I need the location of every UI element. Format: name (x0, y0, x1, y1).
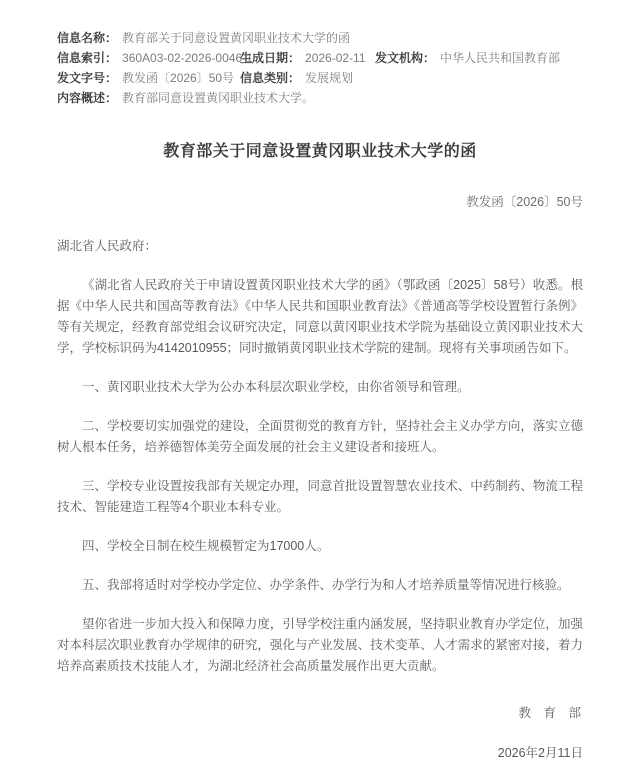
document-title: 教育部关于同意设置黄冈职业技术大学的函 (163, 143, 477, 160)
meta-row-info-name (57, 28, 583, 48)
info-index-label: 信息索引： (57, 51, 118, 65)
info-index-pair (57, 48, 253, 68)
issuing-org-label: 发文机构： (375, 51, 436, 65)
doc-no-pair (57, 68, 240, 88)
info-name-value: 教育部关于同意设置黄冈职业技术大学的函 (122, 31, 351, 45)
doc-no-label: 发文字号： (57, 71, 118, 85)
paragraph-intro: 《湖北省人民政府关于申请设置黄冈职业技术大学的函》（鄂政函〔2025〕58号）收悉。根据《中华人民共和国高等教育法》《中华人民共和国职业教育法》《普通高等学校设置暂行条例》等有关规定，经教育部党组会议研究决定，同意以黄冈职业技术学院为基础设立黄冈职业技术大学，学校标识码为4142010955；同时撤销黄冈职业技术学院的建制。现将有关事项函告如下。 (57, 278, 583, 355)
gen-date-pair (240, 48, 375, 68)
meta-row-docno-category (57, 68, 583, 88)
gen-date-label: 生成日期： (240, 51, 301, 65)
signature: 教 育 部 (518, 706, 581, 720)
paragraph-item-2: 二、学校要切实加强党的建设，全面贯彻党的教育方针，坚持社会主义办学方向，落实立德树人根本任务，培养德智体美劳全面发展的社会主义建设者和接班人。 (57, 419, 583, 454)
issuing-org-value: 中华人民共和国教育部 (440, 51, 561, 65)
info-name-label: 信息名称： (57, 31, 118, 45)
meta-row-index-date-org (57, 48, 583, 68)
doc-no-value: 教发函〔2026〕50号 (122, 71, 235, 85)
paragraph-closing: 望你省进一步加大投入和保障力度，引导学校注重内涵发展，坚持职业教育办学定位，加强对本科层次职业教育办学规律的研究，强化与产业发展、技术变革、人才需求的紧密对接，着力培养高素质技术技能人才，为湖北经济社会高质量发展作出更大贡献。 (57, 617, 583, 673)
info-index-value: 360A03-02-2026-0046-1 (122, 51, 253, 65)
issuing-org-pair (375, 48, 560, 68)
category-pair (240, 68, 353, 88)
summary-pair (57, 88, 314, 108)
salutation: 湖北省人民政府： (57, 239, 158, 253)
paragraph-item-3: 三、学校专业设置按我部有关规定办理，同意首批设置智慧农业技术、中药制药、物流工程技术、智能建造工程等4个职业本科专业。 (57, 479, 583, 514)
info-name-pair (57, 28, 350, 48)
summary-value: 教育部同意设置黄冈职业技术大学。 (122, 91, 315, 105)
summary-label: 内容概述： (57, 91, 118, 105)
meta-row-summary (57, 88, 583, 108)
document-number: 教发函〔2026〕50号 (466, 195, 583, 209)
gen-date-value: 2026-02-11 (305, 51, 366, 65)
paragraph-item-4: 四、学校全日制在校生规模暂定为17000人。 (82, 539, 330, 553)
paragraph-item-5: 五、我部将适时对学校办学定位、办学条件、办学行为和人才培养质量等情况进行核验。 (82, 578, 570, 592)
signature-date: 2026年2月11日 (497, 746, 583, 760)
category-label: 信息类别： (240, 71, 301, 85)
document-meta (57, 28, 583, 108)
paragraph-item-1: 一、黄冈职业技术大学为公办本科层次职业学校，由你省领导和管理。 (82, 380, 470, 394)
category-value: 发展规划 (305, 71, 354, 85)
